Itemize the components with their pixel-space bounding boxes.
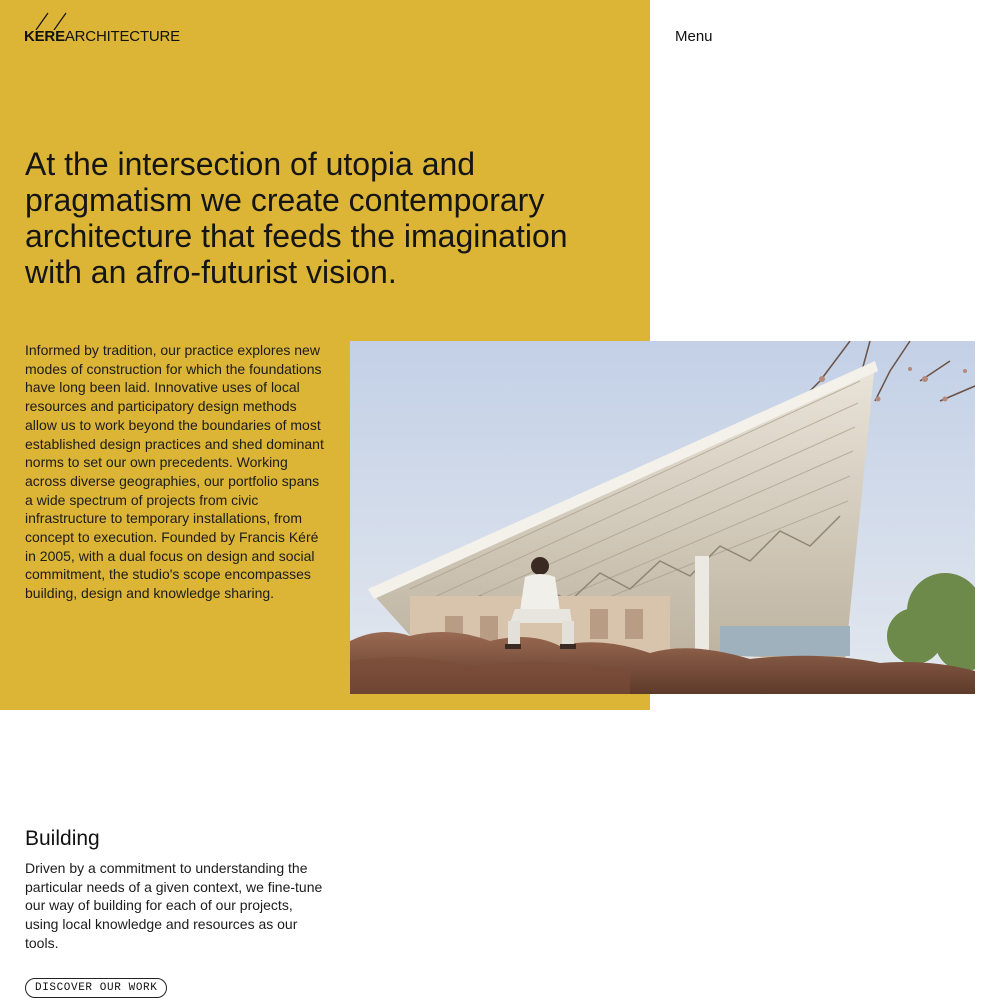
hero-photo-illustration xyxy=(350,341,975,694)
menu-button[interactable]: Menu xyxy=(675,28,713,45)
logo-wordmark-regular: ARCHITECTURE xyxy=(64,28,180,45)
section-text-building: Driven by a commitment to understanding the particular needs of a given context, we fine-tune our way of building for each of our projects, using local knowledge and resources as our tools. xyxy=(25,860,323,951)
logo-wordmark-bold: KERE xyxy=(24,28,65,45)
section-title-building: Building xyxy=(25,827,100,850)
site-logo[interactable] xyxy=(24,12,180,46)
discover-our-work-button[interactable]: DISCOVER OUR WORK xyxy=(25,978,167,998)
logo-wordmark xyxy=(24,28,180,45)
hero-intro-text: Informed by tradition, our practice explores new modes of construction for which the foundations have long been laid. Innovative uses of local resources and participatory design methods allow us to work beyond the boundaries of most established design practices and shed dominant norms to set our own precedents. Working across diverse geographies, our portfolio spans a wide spectrum of projects from civic infrastructure to temporary installations, from concept to execution. Founded by Francis Kéré in 2005, with a dual focus on design and social commitment, the studio's scope encompasses building, design and knowledge sharing. xyxy=(25,342,324,602)
hero-photo xyxy=(350,341,975,694)
hero-headline: At the intersection of utopia and pragmatism we create contemporary architecture that feeds the imagination with an afro-futurist vision. xyxy=(25,146,568,290)
